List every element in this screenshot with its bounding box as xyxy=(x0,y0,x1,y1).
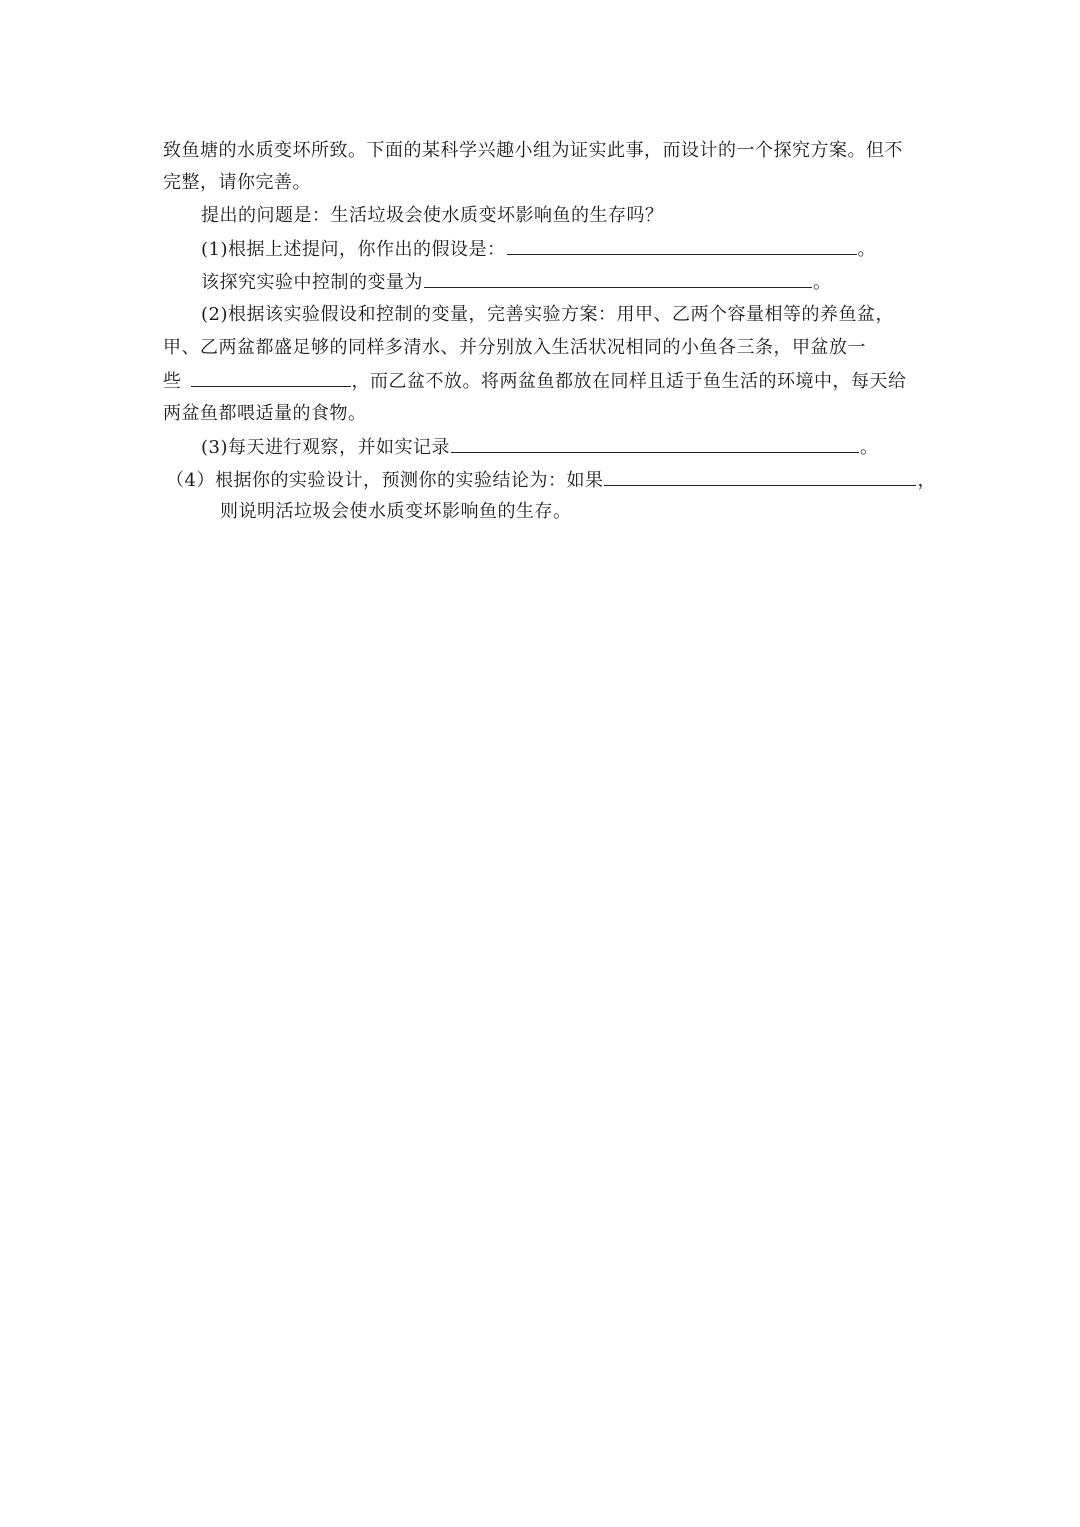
item1b-line xyxy=(201,269,832,295)
item1-line xyxy=(201,236,876,262)
item4-prefix: （4）根据你的实验设计，预测你的实验结论为：如果 xyxy=(166,470,604,491)
item2-text-2: 甲、乙两盆都盛足够的同样多清水、并分别放入生活状况相同的小鱼各三条，甲盆放一 xyxy=(163,337,866,358)
item4-line xyxy=(166,467,936,493)
intro-text-1: 致鱼塘的水质变坏所致。下面的某科学兴趣小组为证实此事，而设计的一个探究方案。但不 xyxy=(163,140,903,161)
item2-line-3 xyxy=(163,368,907,394)
substance-blank[interactable] xyxy=(191,368,351,387)
item2-line-2 xyxy=(163,335,866,361)
hypothesis-blank[interactable] xyxy=(507,236,857,255)
item2-line3-suffix: ，而乙盆不放。将两盆鱼都放在同样且适于鱼生活的环境中，每天给 xyxy=(351,371,907,392)
record-blank[interactable] xyxy=(451,434,859,453)
question-line xyxy=(201,203,664,229)
question-text: 提出的问题是：生活垃圾会使水质变坏影响鱼的生存吗？ xyxy=(201,205,664,226)
item3-prefix: (3)每天进行观察，并如实记录 xyxy=(201,437,450,458)
item1b-prefix: 该探究实验中控制的变量为 xyxy=(201,272,423,293)
item1-suffix: 。 xyxy=(857,239,876,260)
variable-blank[interactable] xyxy=(424,269,812,288)
item4-suffix: ， xyxy=(917,470,936,491)
item1b-suffix: 。 xyxy=(813,272,832,293)
intro-line-2 xyxy=(163,170,311,196)
item3-suffix: 。 xyxy=(860,437,879,458)
item2-line-4 xyxy=(163,401,367,427)
item4-text-2: 则说明活垃圾会使水质变坏影响鱼的生存。 xyxy=(220,501,572,522)
conclusion-blank[interactable] xyxy=(604,467,916,486)
item2-line3-prefix: 些 xyxy=(163,371,182,392)
item2-line-1 xyxy=(201,302,894,328)
item4-line-2 xyxy=(220,499,572,525)
item1-prefix: (1)根据上述提问，你作出的假设是： xyxy=(201,239,506,260)
item2-text-4: 两盆鱼都喂适量的食物。 xyxy=(163,403,367,424)
item2-text-1: (2)根据该实验假设和控制的变量，完善实验方案：用甲、乙两个容量相等的养鱼盆， xyxy=(201,304,894,325)
intro-text-2: 完整，请你完善。 xyxy=(163,172,311,193)
intro-line-1 xyxy=(163,138,903,164)
item3-line xyxy=(201,434,879,460)
